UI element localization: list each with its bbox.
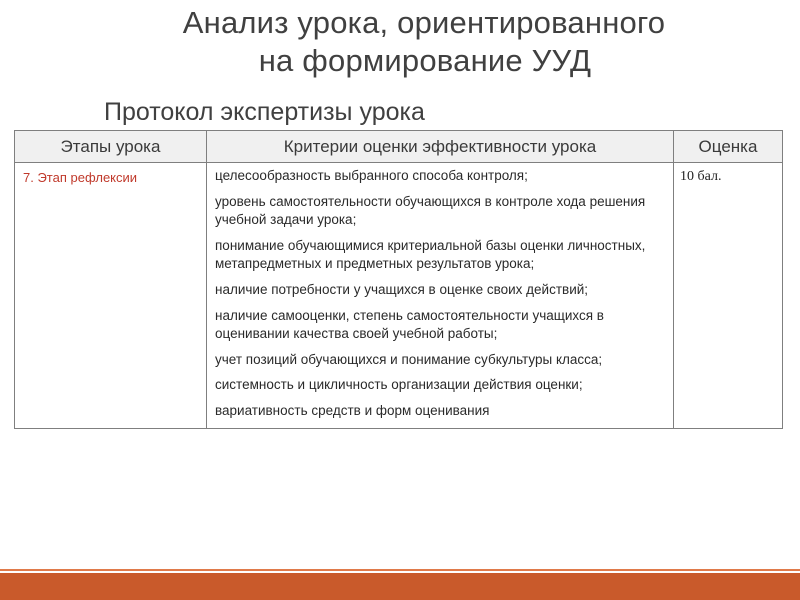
slide-title-line1: Анализ урока, ориентированного (182, 5, 666, 40)
column-header-score: Оценка (674, 131, 783, 163)
criteria-item: вариативность средств и форм оценивания (215, 402, 490, 418)
criteria-item: понимание обучающимися критериальной базы оценки личностных, метапредметных и предметных результатов урока; (215, 237, 646, 272)
criteria-item: уровень самостоятельности обучающихся в контроле хода решения учебной задачи урока; (215, 193, 646, 228)
criteria-item: наличие самооценки, степень самостоятельности учащихся в оценивании качества своей учебной работы; (215, 307, 604, 342)
criteria-cell (207, 163, 674, 429)
protocol-table (14, 130, 783, 429)
table-header-row (15, 131, 783, 163)
slide-title (0, 4, 800, 80)
slide-title-line2: на формирование УУД (258, 43, 592, 78)
column-header-stage: Этапы урока (15, 131, 207, 163)
column-header-criteria: Критерии оценки эффективности урока (207, 131, 674, 163)
criteria-item: целесообразность выбранного способа контроля; (215, 168, 528, 183)
slide-subtitle: Протокол экспертизы урока (104, 98, 425, 126)
table-row (15, 163, 783, 429)
footer-accent-bar (0, 573, 800, 600)
criteria-list (215, 167, 665, 421)
stage-cell: 7. Этап рефлексии (15, 163, 207, 429)
criteria-item: системность и цикличность организации действия оценки; (215, 377, 583, 393)
criteria-item: учет позиций обучающихся и понимание субкультуры класса; (215, 351, 603, 367)
score-cell: 10 бал. (674, 163, 783, 429)
criteria-item: наличие потребности у учащихся в оценке своих действий; (215, 281, 589, 297)
